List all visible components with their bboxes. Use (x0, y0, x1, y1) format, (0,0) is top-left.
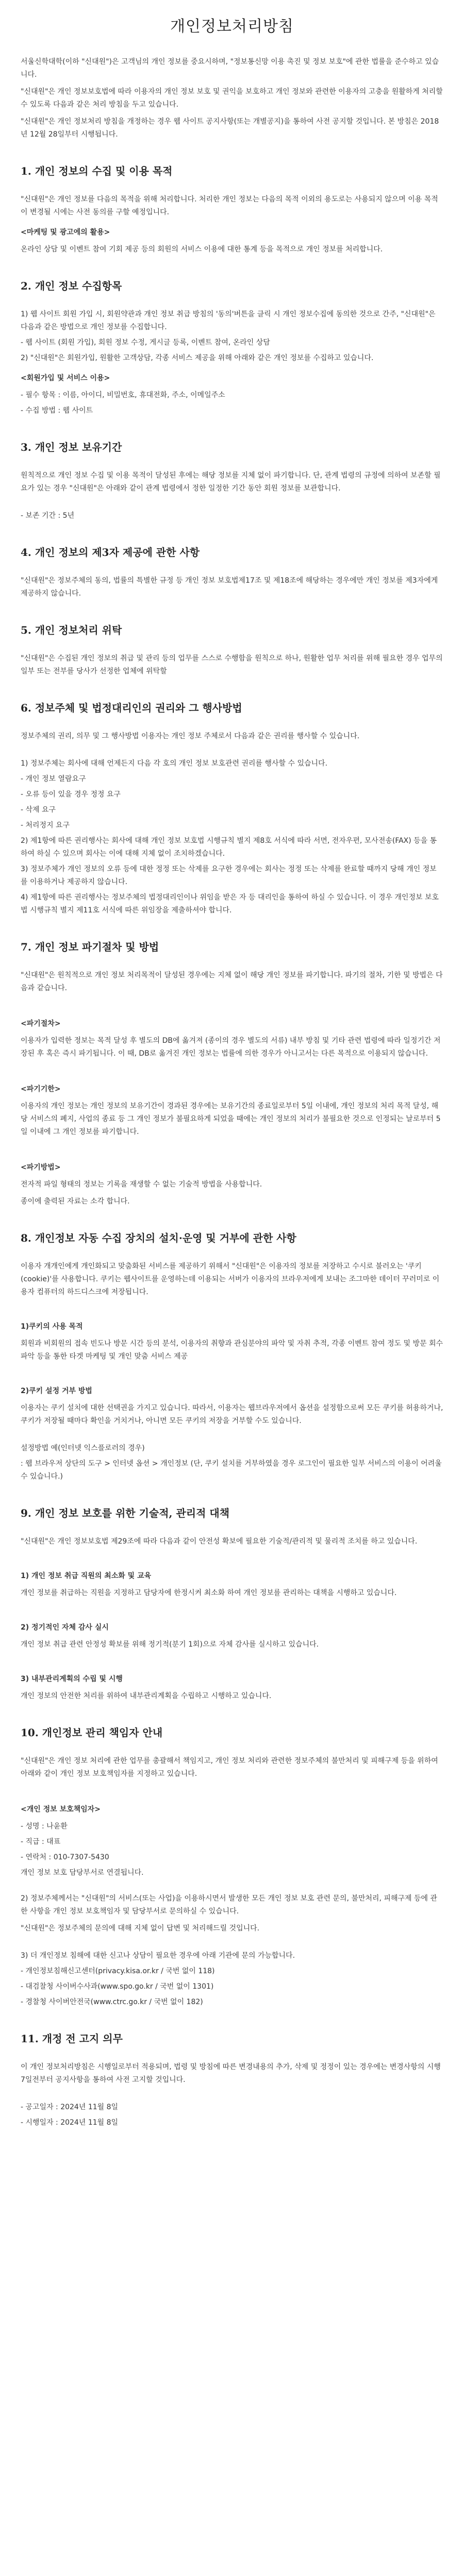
list-item: 개인 정보 보호 담당부서로 연결됩니다. (21, 1869, 144, 1877)
section-paragraph: 온라인 상담 및 이벤트 참여 기회 제공 등의 회원의 서비스 이용에 대한 통계 등을 목적으로 개인 정보를 처리합니다. (21, 245, 383, 253)
list-item: : 웹 브라우저 상단의 도구 > 인터넷 옵션 > 개인정보 (단, 쿠키 설치를 거부하였을 경우 로그인이 필요한 일부 서비스의 이용이 어려울 수 있습니다.) (21, 1460, 442, 1481)
list-item: 4) 제1항에 따른 권리행사는 정보주체의 법정대리인이나 위임을 받은 자 등 대리인을 통하여 하실 수 있습니다. 이 경우 개인정보 보호법 시행규칙 별지 제11호 서식에 따른 위임장을 제출하셔야 합니다. (21, 893, 439, 914)
section-paragraph: 원칙적으로 개인 정보 수집 및 이용 목적이 달성된 후에는 해당 정보를 지체 없이 파기합니다. 단, 관계 법령의 규정에 의하여 보존할 필요가 있는 경우 "신대원"은 아래와 같이 관계 법령에서 정한 일정한 기간 동안 회원 정보를 보관합니다. (21, 471, 441, 493)
list-item: - 수집 방법 : 웹 사이트 (21, 406, 93, 415)
subheading: <파기절차> (21, 1020, 61, 1028)
section-paragraph: "신대원"은 정보주체의 문의에 대해 지체 없이 답변 및 처리해드릴 것입니다. (21, 1924, 260, 1933)
policy-section (21, 1505, 443, 1703)
section-paragraph: 이용자는 쿠키 설치에 대한 선택권을 가지고 있습니다. 따라서, 이용자는 웹브라우저에서 옵션을 설정함으로써 모든 쿠키를 허용하거나, 쿠키가 저장될 때마다 확인을 거치거나, 아니면 모든 쿠키의 저장을 거부할 수도 있습니다. (21, 1404, 443, 1425)
list-item: 2) "신대원"은 회원가입, 원활한 고객상담, 각종 서비스 제공을 위해 아래와 같은 개인 정보를 수집하고 있습니다. (21, 354, 374, 362)
spacer (21, 1432, 443, 1442)
list-item: - 대검찰청 사이버수사과(www.spo.go.kr / 국번 없이 1301) (21, 1982, 214, 1991)
section-paragraph: "신대원"은 정보주체의 동의, 법률의 특별한 규정 등 개인 정보 보호법제17조 및 제18조에 해당하는 경우에만 개인 정보를 제3자에게 제공하지 않습니다. (21, 577, 438, 598)
section-heading: 3. 개인 정보 보유기간 (21, 441, 122, 453)
list-item: - 오류 등이 있을 경우 정정 요구 (21, 790, 121, 799)
subheading: <회원가입 및 서비스 이용> (21, 374, 110, 382)
subheading: 3) 내부관리계획의 수립 및 시행 (21, 1675, 123, 1683)
item-list (21, 1442, 443, 1483)
spacer (21, 1785, 443, 1796)
item-list (21, 2101, 443, 2129)
policy-section (21, 278, 443, 417)
list-item: - 개인 정보 열람요구 (21, 775, 86, 783)
list-item: - 성명 : 나윤환 (21, 1822, 68, 1831)
policy-section (21, 1724, 443, 2009)
section-heading: 1. 개인 정보의 수집 및 이용 목적 (21, 165, 173, 177)
section-paragraph: 이 개인 정보처리방침은 시행일로부터 적용되며, 법령 및 방침에 따른 변경내용의 추가, 삭제 및 정정이 있는 경우에는 변경사항의 시행 7일전부터 공지사항을 통하여 사전 고지할 것입니다. (21, 2063, 441, 2084)
page-title: 개인정보처리방침 (170, 18, 294, 36)
list-item: 설정방법 예(인터넷 익스플로러의 경우) (21, 1444, 145, 1452)
item-list (21, 308, 443, 365)
section-paragraph: "신대원"은 원칙적으로 개인 정보 처리목적이 달성된 경우에는 지체 없이 해당 개인 정보를 파기합니다. 파기의 절차, 기한 및 방법은 다음과 같습니다. (21, 971, 443, 992)
subheading: <파기기한> (21, 1085, 61, 1093)
section-heading: 10. 개인정보 관리 책임자 안내 (21, 1726, 163, 1739)
item-list (21, 1950, 443, 2009)
policy-section (21, 163, 443, 256)
spacer (21, 1064, 443, 1076)
section-paragraph: 개인 정보를 취급하는 직원을 지정하고 담당자에 한정시켜 최소화 하여 개인 정보를 관리하는 대책을 시행하고 있습니다. (21, 1589, 397, 1597)
spacer (21, 1143, 443, 1154)
subheading: <개인 정보 보호책임자> (21, 1805, 101, 1814)
spacer (21, 1367, 443, 1378)
subheading: 1) 개인 정보 취급 직원의 최소화 및 교육 (21, 1572, 152, 1580)
intro-paragraph: "신대원"은 개인 정보처리 방침을 개정하는 경우 웹 사이트 공지사항(또는 개별공지)을 통하여 사전 공지할 것입니다. 본 방침은 2018년 12월 28일부터 시행됩니다. (21, 117, 439, 139)
list-item: - 직급 : 대표 (21, 1838, 61, 1846)
section-paragraph: 종이에 출력된 자료는 소각 합니다. (21, 1197, 130, 1206)
list-item: - 개인정보침해신고센터(privacy.kisa.or.kr / 국번 없이 118) (21, 1967, 215, 1975)
list-item: 3) 정보주체가 개인 정보의 오류 등에 대한 정정 또는 삭제를 요구한 경우에는 회사는 정정 또는 삭제를 완료할 때까지 당해 개인 정보를 이용하거나 제공하지 않습니다. (21, 865, 437, 886)
section-heading: 7. 개인 정보 파기절차 및 방법 (21, 941, 159, 953)
list-item: - 시행일자 : 2024년 11월 8일 (21, 2119, 119, 2127)
subheading: 2)쿠키 설정 거부 방법 (21, 1387, 92, 1395)
policy-section (21, 700, 443, 917)
subheading: <파기방법> (21, 1163, 61, 1172)
list-item: - 공고일자 : 2024년 11월 8일 (21, 2103, 119, 2111)
section-heading: 8. 개인정보 자동 수집 장치의 설치·운영 및 거부에 관한 사항 (21, 1232, 296, 1244)
spacer (21, 1939, 443, 1950)
section-paragraph: 회원과 비회원의 접속 빈도나 방문 시간 등의 분석, 이용자의 취향과 관심분야의 파악 및 자취 추적, 각종 이벤트 참여 정도 및 방문 회수 파악 등을 통한 타겟 마케팅 및 개인 맞춤 서비스 제공 (21, 1340, 443, 1361)
intro-paragraph: "신대원"은 개인 정보보호법에 따라 이용자의 개인 정보 보호 및 권익을 보호하고 개인 정보와 관련한 이용자의 고충을 원활하게 처리할 수 있도록 다음과 같은 처리 방침을 두고 있습니다. (21, 88, 443, 109)
section-paragraph: 전자적 파일 형태의 정보는 기록을 재생할 수 없는 기술적 방법을 사용합니다. (21, 1180, 262, 1189)
spacer (21, 1303, 443, 1313)
policy-sections (21, 163, 443, 2129)
section-heading: 5. 개인 정보처리 위탁 (21, 624, 122, 636)
intro (21, 56, 443, 141)
section-paragraph: 이용자가 입력한 정보는 목적 달성 후 별도의 DB에 옮겨져 (종이의 경우 별도의 서류) 내부 방침 및 기타 관련 법령에 따라 일정기간 저장된 후 혹은 즉시 파기됩니다. 이 때, DB로 옮겨진 개인 정보는 법률에 의한 경우가 아니고서는 다른 목적으로 이용되지 않습니다. (21, 1037, 441, 1058)
policy-section (21, 939, 443, 1208)
list-item: 2) 제1항에 따른 권리행사는 회사에 대해 개인 정보 보호법 시행규칙 별지 제8호 서식에 따라 서면, 전자우편, 모사전송(FAX) 등을 통하여 하실 수 있으며 회사는 이에 대해 지체 없이 조치하겠습니다. (21, 837, 437, 858)
item-list (21, 757, 443, 917)
intro-paragraph: 서울신학대학(이하 "신대원")은 고객님의 개인 정보를 중요시하며, "정보통신망 이용 촉진 및 정보 보호"에 관한 법률을 준수하고 있습니다. (21, 58, 439, 79)
spacer (21, 2091, 443, 2101)
section-paragraph: 2) 정보주체께서는 "신대원"의 서비스(또는 사업)을 이용하시면서 발생한 모든 개인 정보 보호 관련 문의, 불만처리, 피해구제 등에 관한 사항을 개인 정보 보호책임자 및 담당부서로 문의하실 수 있습니다. (21, 1894, 437, 1916)
section-heading: 9. 개인 정보 보호를 위한 기술적, 관리적 대책 (21, 1507, 230, 1519)
list-item: 1) 웹 사이트 회원 가입 시, 회원약관과 개인 정보 취급 방침의 '동의'버튼을 클릭 시 개인 정보수집에 동의한 것으로 간주, "신대원"은 다음과 같은 방법으로 개인 정보를 수집합니다. (21, 310, 436, 331)
section-paragraph: 정보주체의 권리, 의무 및 그 행사방법 이용자는 개인 정보 주체로서 다음과 같은 권리를 행사할 수 있습니다. (21, 732, 360, 740)
section-paragraph: "신대원"은 수집된 개인 정보의 취급 및 관리 등의 업무를 스스로 수행함을 원칙으로 하나, 원활한 업무 처리를 위해 필요한 경우 업무의 일부 또는 전부를 당사가 선정한 업체에 위탁할 (21, 654, 443, 675)
subheading: <마케팅 및 광고에의 활용> (21, 228, 110, 236)
list-item: - 연락처 : 010-7307-5430 (21, 1853, 109, 1861)
spacer (21, 747, 443, 757)
section-paragraph: - 보존 기간 : 5년 (21, 512, 75, 520)
subheading: 1)쿠키의 사용 목적 (21, 1323, 83, 1331)
policy-section (21, 1230, 443, 1483)
list-item: 3) 더 개인정보 침해에 대한 신고나 상담이 필요한 경우에 아래 기관에 문의 가능합니다. (21, 1952, 295, 1960)
spacer (21, 999, 443, 1010)
section-paragraph: "신대원"은 개인 정보 처리에 관한 업무를 총괄해서 책임지고, 개인 정보 처리와 관련한 정보주체의 불만처리 및 피해구제 등을 위하여 아래와 같이 개인 정보 보호책임자를 지정하고 있습니다. (21, 1757, 438, 1778)
list-item: - 웹 사이트 (회원 가입), 회원 정보 수정, 게시글 등록, 이벤트 참여, 온라인 상담 (21, 338, 270, 347)
policy-section (21, 622, 443, 678)
section-paragraph: 이용자 개개인에게 개인화되고 맞춤화된 서비스를 제공하기 위해서 "신대원"은 이용자의 정보를 저장하고 수시로 불러오는 '쿠키(cookie)'를 사용합니다. 쿠키는 웹사이트를 운영하는데 이용되는 서버가 이용자의 브라우저에게 보내는 조그마한 데이터 꾸러미로 이용자 컴퓨터의 하드디스크에 저장됩니다. (21, 1262, 440, 1296)
item-list (21, 1820, 443, 1879)
policy-section (21, 2030, 443, 2129)
list-item: - 삭제 요구 (21, 806, 56, 814)
section-paragraph: 이용자의 개인 정보는 개인 정보의 보유기간이 경과된 경우에는 보유기간의 종료일로부터 5일 이내에, 개인 정보의 처리 목적 달성, 해당 서비스의 폐지, 사업의 종료 등 그 개인 정보가 불필요하게 되었을 때에는 개인 정보의 처리가 불필요한 것으로 인정되는 날로부터 5일 이내에 그 개인 정보를 파기합니다. (21, 1102, 441, 1136)
list-item: - 처리정지 요구 (21, 821, 70, 829)
section-heading: 11. 개정 전 고지 의무 (21, 2032, 123, 2045)
section-heading: 2. 개인 정보 수집항목 (21, 280, 122, 292)
spacer (21, 1655, 443, 1666)
subheading: 2) 정기적인 자체 감사 실시 (21, 1623, 109, 1632)
spacer (21, 1604, 443, 1614)
policy-section (21, 439, 443, 522)
spacer (21, 499, 443, 510)
section-paragraph: "신대원"은 개인 정보보호법 제29조에 따라 다음과 같이 안전성 확보에 필요한 기술적/관리적 및 물리적 조치를 하고 있습니다. (21, 1537, 418, 1546)
list-item: - 경찰청 사이버안전국(www.ctrc.go.kr / 국번 없이 182) (21, 1998, 203, 2006)
item-list (21, 389, 443, 417)
spacer (21, 1552, 443, 1563)
policy-section (21, 544, 443, 600)
list-item: 1) 정보주체는 회사에 대해 언제든지 다음 각 호의 개인 정보 보호관련 권리를 행사할 수 있습니다. (21, 759, 328, 768)
list-item: - 필수 항목 : 이름, 아이디, 비밀번호, 휴대전화, 주소, 이메일주소 (21, 391, 225, 399)
section-paragraph: 개인 정보 취급 관련 안정성 확보를 위해 정기적(분기 1회)으로 자체 감사를 실시하고 있습니다. (21, 1640, 319, 1649)
section-paragraph: "신대원"은 개인 정보를 다음의 목적을 위해 처리합니다. 처리한 개인 정보는 다음의 목적 이외의 용도로는 사용되지 않으며 이용 목적이 변경될 시에는 사전 동의를 구할 예정입니다. (21, 195, 438, 216)
section-heading: 6. 정보주체 및 법정대리인의 권리와 그 행사방법 (21, 702, 242, 714)
section-heading: 4. 개인 정보의 제3자 제공에 관한 사항 (21, 546, 200, 558)
spacer (21, 1882, 443, 1892)
section-paragraph: 개인 정보의 안전한 처리를 위하여 내부관리계획을 수립하고 시행하고 있습니다. (21, 1692, 272, 1700)
